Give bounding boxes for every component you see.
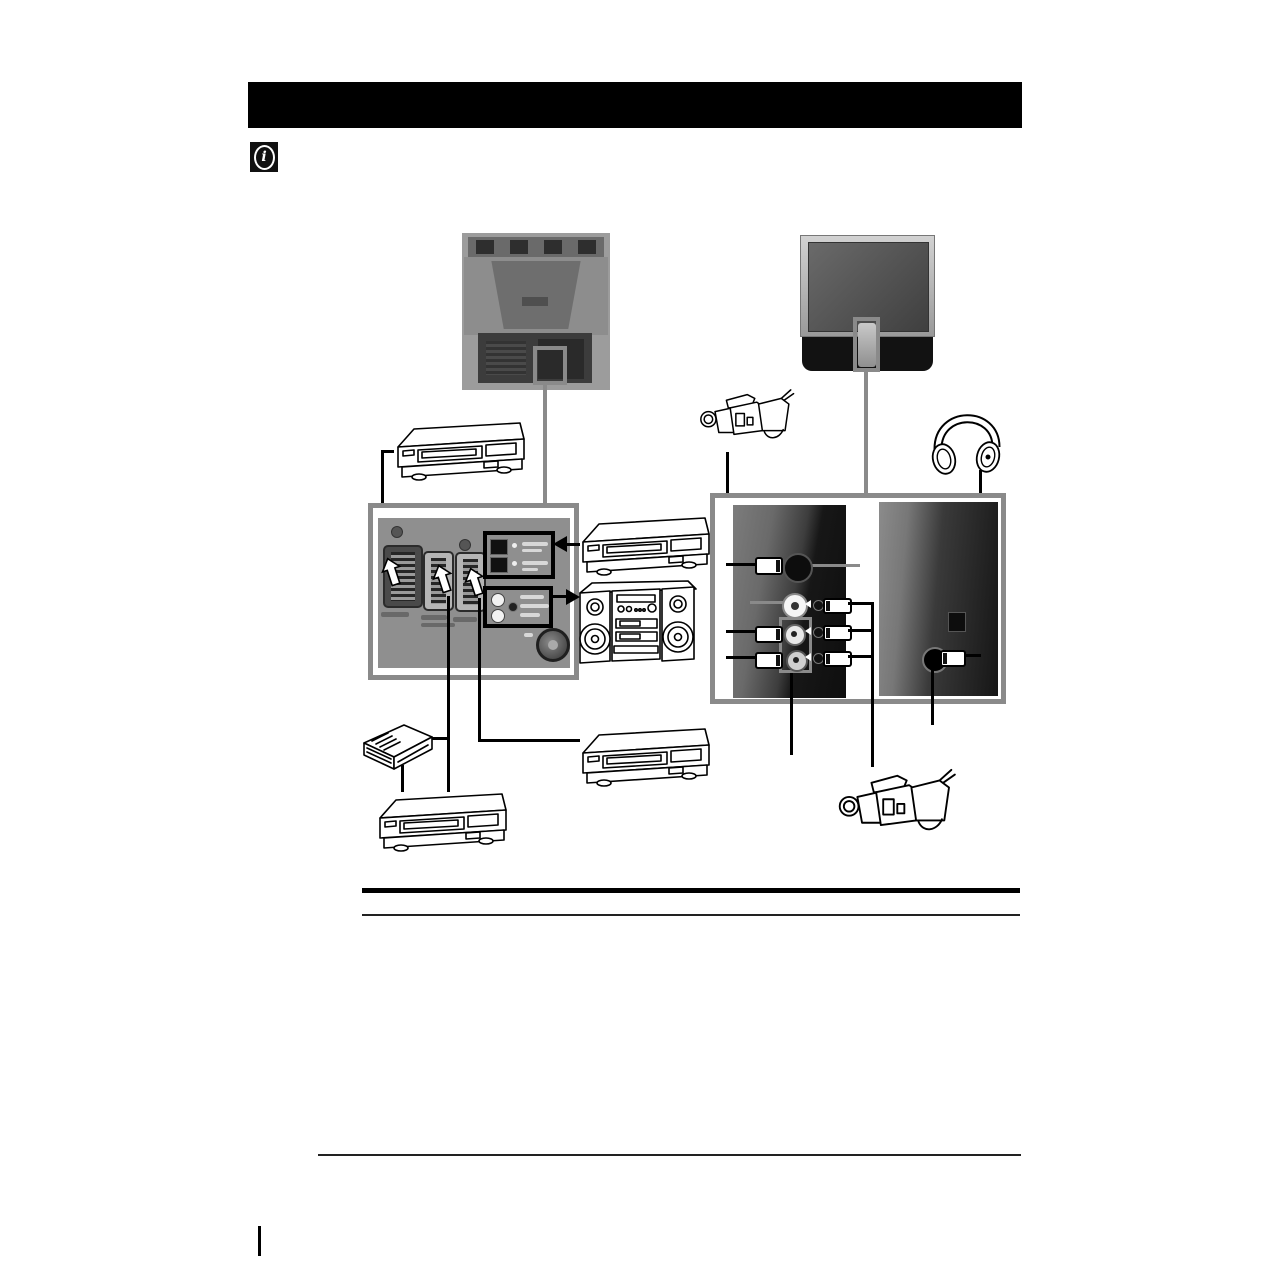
jack-label: [520, 595, 544, 599]
jack-center: [793, 657, 799, 663]
cable-bundle-v: [871, 602, 874, 704]
front-panel-highlight-box: [853, 317, 880, 372]
headphone-label-line: [931, 670, 934, 725]
cable-plug: [823, 625, 852, 641]
vent-slot: [578, 240, 596, 254]
jack-center: [791, 631, 797, 637]
plug-band: [826, 654, 830, 664]
plug-band: [826, 601, 830, 611]
connector-group-top-callout: [483, 531, 555, 579]
camcorder-lower: [836, 764, 968, 858]
s-video-jack: [783, 553, 813, 583]
header-title-bar: [248, 82, 1022, 128]
rca-jack-small: [508, 602, 518, 612]
section-rule-thick: [362, 888, 1020, 893]
scart3-line-v: [478, 598, 481, 741]
av-pair-label-line: [790, 673, 793, 755]
video-jack-center: [791, 602, 799, 610]
vent-slot: [544, 240, 562, 254]
vent-texture: [486, 341, 526, 375]
side-panel-detail-square: [948, 612, 966, 632]
audio-l-jack: [784, 624, 806, 646]
socket-label: [421, 615, 447, 620]
cable-plug: [755, 652, 783, 669]
vcr-upper-left: [392, 417, 528, 483]
rear-panel-highlight-box: [533, 346, 567, 385]
antenna-jack: [536, 628, 570, 662]
screw: [391, 526, 403, 538]
camcorder-upper: [698, 385, 804, 461]
dvd-input-arrow: [553, 536, 567, 552]
tv-rear-body: [464, 257, 608, 335]
jack-label: [522, 568, 538, 571]
cable-plug: [823, 598, 852, 614]
jack-dot: [512, 543, 517, 548]
plug-band: [943, 653, 947, 664]
audio-system: [576, 577, 698, 665]
cable-stub: [726, 656, 756, 659]
socket-label: [453, 617, 477, 622]
tv-rear-handle: [522, 297, 548, 306]
footer-rule: [318, 1154, 1021, 1156]
jack-label: [520, 604, 549, 608]
vent-slot: [510, 240, 528, 254]
jack-block: [490, 539, 508, 555]
tv-rear-recess: [474, 261, 598, 329]
jack-label: [520, 613, 540, 617]
jack-block: [490, 557, 508, 573]
plug-band: [776, 560, 780, 572]
rca-jack: [491, 593, 505, 607]
vent-slot: [476, 240, 494, 254]
scart3-line-h: [478, 739, 580, 742]
headphone-plug: [940, 650, 966, 667]
cable-plug: [755, 557, 783, 575]
headphones: [928, 399, 1006, 483]
plug-band: [776, 655, 780, 666]
info-icon-glyph: i: [254, 145, 275, 170]
scart2-line: [447, 596, 450, 792]
jack-marker-triangle: [805, 653, 811, 661]
video-leader-line: [750, 601, 783, 604]
section-rule-thin: [362, 914, 1020, 916]
cable-plug: [755, 626, 783, 643]
page-edge-mark: [258, 1226, 261, 1256]
info-icon: [250, 142, 278, 172]
cable-stub: [726, 630, 756, 633]
rca-jack: [491, 609, 505, 623]
jack-dot: [512, 561, 517, 566]
vcr-bottom-left: [374, 788, 510, 854]
jack-label: [522, 549, 542, 552]
jack-marker-triangle: [805, 600, 811, 608]
svideo-leader-line: [808, 564, 860, 567]
antenna-label: [524, 633, 533, 637]
front-panel-leader-line: [864, 372, 868, 495]
cable-stub: [726, 563, 756, 566]
jack-marker-triangle: [805, 627, 811, 635]
audio-rca-group-callout: [483, 586, 553, 628]
plug-band: [776, 629, 780, 640]
jack-label: [522, 561, 548, 565]
plug-band: [826, 628, 830, 638]
camcorder2-label-line: [871, 704, 874, 767]
screw: [459, 539, 471, 551]
rear-panel-leader-line: [543, 385, 547, 505]
decoder: [362, 723, 434, 775]
socket-label: [381, 612, 409, 617]
dvd-player-mid: [577, 512, 713, 578]
jack-label: [522, 542, 548, 546]
cable-plug: [823, 651, 852, 667]
dvd-player-bottom: [577, 723, 713, 789]
antenna-jack-center: [548, 640, 558, 650]
